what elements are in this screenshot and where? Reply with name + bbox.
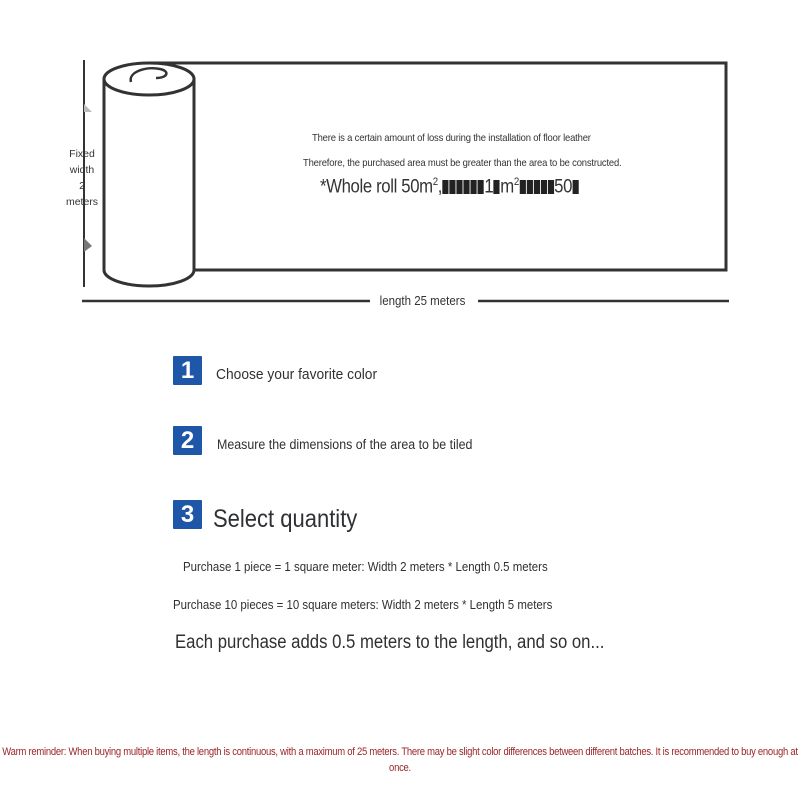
fixed-width-line-3: 2: [79, 180, 85, 192]
width-dimension-top-marker: [84, 104, 92, 112]
warm-reminder: [0, 744, 800, 776]
missing-glyph: [526, 180, 532, 194]
loss-note-line-1: There is a certain amount of loss during the installation of floor leather: [312, 132, 591, 144]
whole-roll-superscript-1: 2: [432, 176, 438, 188]
step-2-badge: 2: [173, 426, 202, 455]
whole-roll-unit: m: [500, 176, 514, 198]
fixed-width-line-2: width: [69, 164, 95, 176]
missing-glyph: [572, 180, 578, 194]
whole-roll-note: [320, 176, 579, 198]
loss-note-line-2: Therefore, the purchased area must be greater than the area to be constructed.: [303, 157, 622, 169]
missing-glyph: [519, 180, 525, 194]
whole-roll-comma: ,: [437, 176, 443, 198]
missing-glyph: [478, 180, 484, 194]
missing-glyph: [443, 180, 449, 194]
missing-glyph: [471, 180, 477, 194]
warm-reminder-text: Warm reminder: When buying multiple items, the length is continuous, with a maximum of 25 meters. There may be slight color differences between different batches. It is recommended to buy enough at once.: [2, 746, 798, 774]
whole-roll-prefix: *Whole roll 50m: [320, 176, 433, 198]
step-1-text: Choose your favorite color: [216, 366, 378, 383]
fixed-width-line-4: meters: [65, 196, 99, 208]
quantity-info-1: Purchase 1 piece = 1 square meter: Width 2 meters * Length 0.5 meters: [183, 559, 548, 574]
whole-roll-superscript-2: 2: [513, 176, 519, 188]
roll-cylinder-body: [104, 79, 194, 286]
missing-glyph: [450, 180, 456, 194]
step-3-text: Select quantity: [213, 505, 358, 533]
fixed-width-line-1: Fixed: [69, 148, 95, 160]
step-2-text: Measure the dimensions of the area to be tiled: [217, 437, 473, 452]
missing-glyph: [540, 180, 546, 194]
whole-roll-mid-2: 50: [554, 176, 573, 198]
step-1-badge: 1: [173, 356, 202, 385]
missing-glyph: [548, 180, 554, 194]
step-3-badge: 3: [173, 500, 202, 529]
length-label: length 25 meters: [379, 294, 466, 308]
missing-glyph: [533, 180, 539, 194]
fixed-width-label: [62, 146, 102, 210]
whole-roll-mid-1: 1: [484, 176, 494, 198]
missing-glyph: [457, 180, 463, 194]
quantity-info-2: Purchase 10 pieces = 10 square meters: Width 2 meters * Length 5 meters: [173, 597, 553, 612]
missing-glyph: [494, 180, 500, 194]
missing-glyph: [464, 180, 470, 194]
quantity-info-3: Each purchase adds 0.5 meters to the length, and so on...: [175, 632, 605, 653]
width-dimension-bottom-marker: [84, 238, 92, 252]
